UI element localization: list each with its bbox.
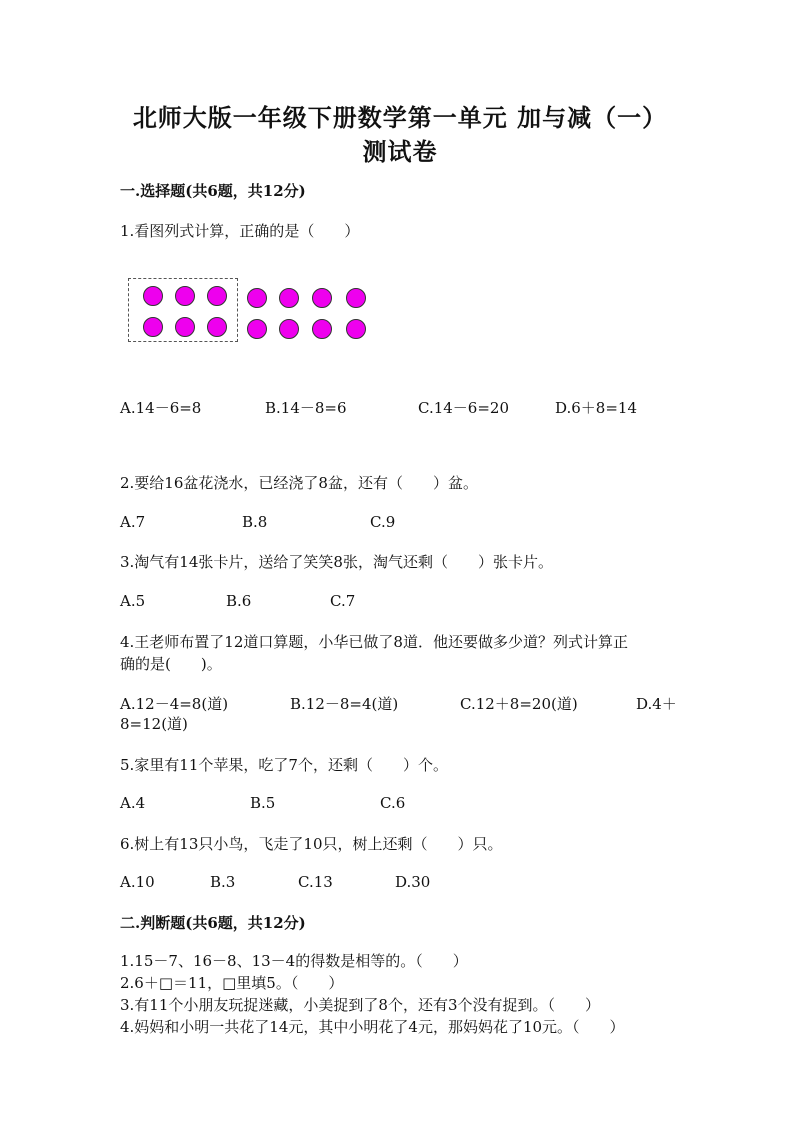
judgement-item-3: 3.有11个小朋友玩捉迷藏，小美捉到了8个，还有3个没有捉到。（ ） [120, 996, 600, 1014]
dot [312, 319, 332, 339]
q6-option-a[interactable]: A.10 [120, 873, 155, 891]
q1-option-d[interactable]: D.6＋8=14 [555, 399, 638, 417]
question-4-text-line2: 确的是( )。 [120, 655, 222, 673]
question-1-dot-figure [128, 278, 378, 346]
q4-option-a[interactable]: A.12－4=8(道) [120, 695, 229, 713]
dot [207, 286, 227, 306]
q5-option-b[interactable]: B.5 [250, 794, 276, 812]
section-heading-judgement: 二.判断题(共6题，共12分) [120, 914, 306, 932]
q1-option-b[interactable]: B.14－8=6 [265, 399, 347, 417]
q4-option-d-continued: 8=12(道) [120, 715, 188, 733]
q1-option-c[interactable]: C.14－6=20 [418, 399, 509, 417]
dot [175, 317, 195, 337]
page-title: 北师大版一年级下册数学第一单元 加与减（一） [132, 103, 668, 132]
dot [247, 319, 267, 339]
dot [207, 317, 227, 337]
q2-option-c[interactable]: C.9 [370, 513, 396, 531]
dot [247, 288, 267, 308]
q3-option-a[interactable]: A.5 [120, 592, 146, 610]
q5-option-a[interactable]: A.4 [120, 794, 146, 812]
dot [312, 288, 332, 308]
judgement-item-4: 4.妈妈和小明一共花了14元，其中小明花了4元，那妈妈花了10元。（ ） [120, 1018, 625, 1036]
q6-option-c[interactable]: C.13 [298, 873, 333, 891]
question-6-text: 6.树上有13只小鸟，飞走了10只，树上还剩（ ）只。 [120, 835, 503, 853]
section-heading-choice: 一.选择题(共6题，共12分) [120, 182, 306, 200]
dot [346, 319, 366, 339]
q4-option-c[interactable]: C.12＋8=20(道) [460, 695, 578, 713]
page-subtitle: 测试卷 [362, 137, 438, 166]
question-2-text: 2.要给16盆花浇水，已经浇了8盆，还有（ ）盆。 [120, 474, 478, 492]
q3-option-b[interactable]: B.6 [226, 592, 252, 610]
dot [279, 319, 299, 339]
dot [279, 288, 299, 308]
dot [143, 317, 163, 337]
question-5-text: 5.家里有11个苹果，吃了7个，还剩（ ）个。 [120, 756, 448, 774]
question-1-text: 1.看图列式计算，正确的是（ ） [120, 222, 360, 240]
dot [346, 288, 366, 308]
question-3-text: 3.淘气有14张卡片，送给了笑笑8张，淘气还剩（ ）张卡片。 [120, 553, 553, 571]
judgement-item-1: 1.15－7、16－8、13－4的得数是相等的。（ ） [120, 952, 468, 970]
dot [175, 286, 195, 306]
q4-option-d[interactable]: D.4＋ [636, 695, 677, 713]
q6-option-d[interactable]: D.30 [395, 873, 431, 891]
q5-option-c[interactable]: C.6 [380, 794, 406, 812]
q3-option-c[interactable]: C.7 [330, 592, 356, 610]
judgement-item-2: 2.6＋□＝11，□里填5。（ ） [120, 974, 344, 992]
q2-option-a[interactable]: A.7 [120, 513, 146, 531]
q1-option-a[interactable]: A.14－6=8 [120, 399, 202, 417]
question-4-text-line1: 4.王老师布置了12道口算题，小华已做了8道．他还要做多少道？列式计算正 [120, 633, 628, 651]
q6-option-b[interactable]: B.3 [210, 873, 236, 891]
dot [143, 286, 163, 306]
q4-option-b[interactable]: B.12－8=4(道) [290, 695, 399, 713]
q2-option-b[interactable]: B.8 [242, 513, 268, 531]
